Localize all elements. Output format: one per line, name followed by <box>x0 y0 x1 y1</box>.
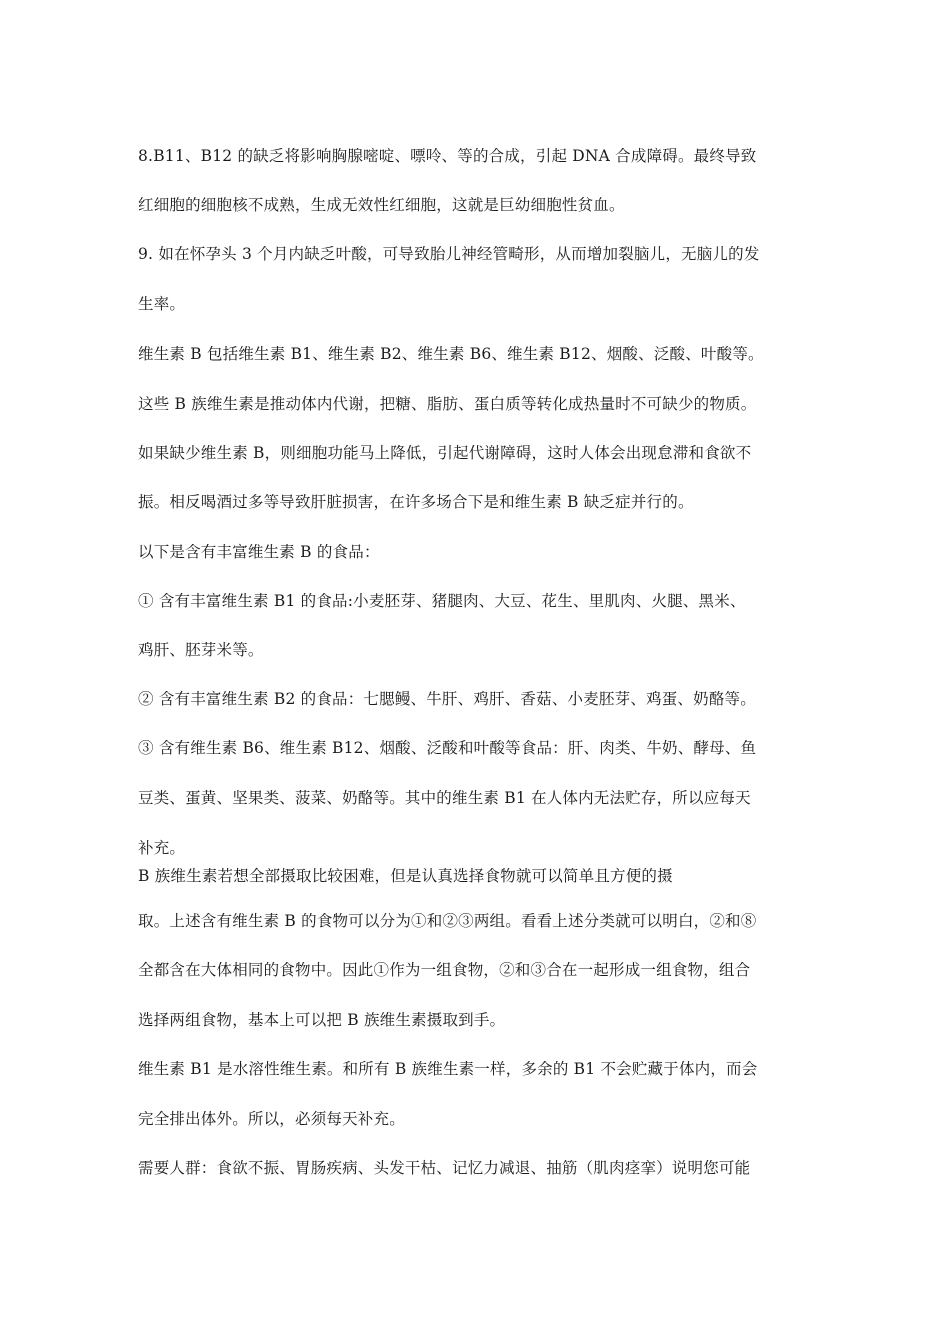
text-line: 以下是含有丰富维生素 B 的食品： <box>138 543 380 561</box>
text-line: 如果缺少维生素 B，则细胞功能马上降低，引起代谢障碍，这时人体会出现怠滞和食欲不 <box>138 444 752 462</box>
text-line: B 族维生素若想全部摄取比较困难，但是认真选择食物就可以简单且方便的摄 <box>138 867 673 885</box>
text-line: 鸡肝、胚芽米等。 <box>138 641 264 659</box>
text-line: 维生素 B1 是水溶性维生素。和所有 B 族维生素一样，多余的 B1 不会贮藏于体内，而会 <box>138 1060 758 1078</box>
text-line: 维生素 B 包括维生素 B1、维生素 B2、维生素 B6、维生素 B12、烟酸、泛酸、叶酸等。 <box>138 345 764 363</box>
text-line: 选择两组食物，基本上可以把 B 族维生素摄取到手。 <box>138 1011 506 1029</box>
text-line: 生率。 <box>138 295 186 313</box>
text-line: 需要人群：食欲不振、胃肠疾病、头发干枯、记忆力减退、抽筋（肌肉痉挛）说明您可能 <box>138 1159 751 1177</box>
text-line: 全都含在大体相同的食物中。因此①作为一组食物，②和③合在一起形成一组食物，组合 <box>138 961 751 979</box>
text-line: 9. 如在怀孕头 3 个月内缺乏叶酸，可导致胎儿神经管畸形，从而增加裂脑儿，无脑儿的发 <box>138 245 760 263</box>
text-line: 8.B11、B12 的缺乏将影响胸腺嘧啶、嘌呤、等的合成，引起 DNA 合成障碍。最终导致 <box>138 147 757 165</box>
text-line: 这些 B 族维生素是推动体内代谢，把糖、脂肪、蛋白质等转化成热量时不可缺少的物质。 <box>138 395 757 413</box>
text-line: 红细胞的细胞核不成熟，生成无效性红细胞，这就是巨幼细胞性贫血。 <box>138 196 625 214</box>
text-line: 完全排出体外。所以，必须每天补充。 <box>138 1110 405 1128</box>
text-line: ② 含有丰富维生素 B2 的食品：七腮鳗、牛肝、鸡肝、香菇、小麦胚芽、鸡蛋、奶酪等。 <box>138 690 756 708</box>
text-line: 补充。 <box>138 839 186 857</box>
text-line: ③ 含有维生素 B6、维生素 B12、烟酸、泛酸和叶酸等食品：肝、肉类、牛奶、酵母、鱼 <box>138 739 757 757</box>
text-line: 取。上述含有维生素 B 的食物可以分为①和②③两组。看看上述分类就可以明白，②和⑧ <box>138 912 757 930</box>
text-line: ① 含有丰富维生素 B1 的食品:小麦胚芽、猪腿肉、大豆、花生、里肌肉、火腿、黑米、 <box>138 592 746 610</box>
text-line: 振。相反喝酒过多等导致肝脏损害，在许多场合下是和维生素 B 缺乏症并行的。 <box>138 493 694 511</box>
text-line: 豆类、蛋黄、坚果类、菠菜、奶酪等。其中的维生素 B1 在人体内无法贮存，所以应每天 <box>138 789 751 807</box>
